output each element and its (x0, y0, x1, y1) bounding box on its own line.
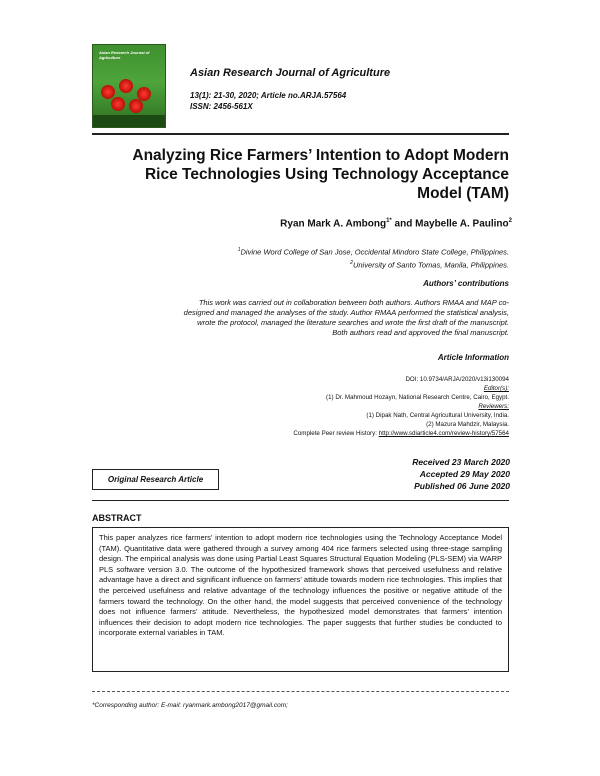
title-line: Rice Technologies Using Technology Acceptance (144, 166, 509, 183)
corresponding-author-footnote: *Corresponding author: E-mail: ryanmark.ambong2017@gmail.com; (92, 702, 288, 709)
abstract-heading: ABSTRACT (92, 513, 142, 523)
peer-review-link[interactable]: http://www.sdiarticle4.com/review-history/57564 (378, 430, 509, 437)
affiliation-text: Divine Word College of San Jose, Occidental Mindoro State College, Philippines. (240, 247, 509, 257)
publication-dates (300, 456, 510, 492)
contributions-text (92, 298, 509, 338)
author-name: Ryan Mark A. Ambong (280, 218, 387, 230)
received-date: Received 23 March 2020 (412, 457, 510, 467)
reviewers-label: Reviewers: (478, 403, 509, 410)
peer-review-history (92, 429, 509, 438)
affiliation (92, 258, 509, 271)
affiliation (92, 245, 509, 258)
reviewer-name: (2) Mazura Mahdzir, Malaysia. (426, 421, 509, 428)
cover-band (93, 115, 165, 127)
author-list (92, 218, 512, 229)
reviewer-name: (1) Dipak Nath, Central Agricultural University, India. (366, 412, 509, 419)
affiliation-sup: 1 (237, 247, 241, 253)
affiliation-text: University of Santo Tomas, Manila, Philippines. (352, 260, 509, 269)
paper-title (92, 146, 509, 203)
abstract-text: This paper analyzes rice farmers’ intention to adopt modern rice technologies using the Technology Acceptance Model (TAM). Quantitative data were gathered through a survey among 404 rice farmers selected using three-stage sampling design. The empirical analysis was done using Partial Least Squares Structural Equation Modeling (PLS-SEM) via WARP PLS software version 3.0. The outcome of the hypothesized framework shows that perceived usefulness and relative advantage have a direct and significant influence on farmers’ attitude towards modern rice technologies. This implies that the perceived usefulness and relative advantage of the technology influences the positive or negative attitude of the farmers toward the technology. On the other hand, the model suggests that perceived convenience of the technology does not influence farmers’ attitude. Nevertheless, the hypothesized model demonstrates that farmers’ intention influences their decision to adopt modern rice technologies. The paper suggests that further studies be conducted to incorporate external variables in TAM. (92, 527, 509, 672)
journal-issn: ISSN: 2456-561X (190, 102, 253, 111)
flower-graphic (101, 85, 115, 99)
footnote-divider (92, 691, 509, 692)
accepted-date: Accepted 29 May 2020 (419, 469, 510, 479)
article-info (92, 375, 509, 438)
article-info-heading: Article Information (437, 353, 509, 362)
contributions-heading: Authors’ contributions (423, 279, 509, 288)
journal-citation (190, 90, 346, 112)
title-line: Analyzing Rice Farmers’ Intention to Adopt Modern (132, 147, 509, 164)
flower-graphic (119, 79, 133, 93)
editor-label: Editor(s): (483, 385, 509, 392)
journal-name: Asian Research Journal of Agriculture (190, 67, 391, 79)
header-divider (92, 133, 509, 135)
editor-name: (1) Dr. Mahmoud Hozayn, National Research Centre, Cairo, Egypt. (326, 394, 509, 401)
contributions-line: Both authors read and approved the final manuscript. (332, 328, 509, 337)
published-date: Published 06 June 2020 (414, 481, 510, 491)
journal-cover-image (92, 44, 166, 128)
title-line: Model (TAM) (417, 185, 509, 202)
contributions-line: wrote the protocol, managed the literature searches and wrote the first draft of the manuscript. (197, 318, 509, 327)
flower-graphic (111, 97, 125, 111)
flower-graphic (129, 99, 143, 113)
author-conjunction: and (391, 218, 416, 230)
article-type-box: Original Research Article (92, 469, 219, 490)
journal-issue: 13(1): 21-30, 2020; Article no.ARJA.57564 (190, 91, 347, 100)
peer-review-label: Complete Peer review History: (293, 430, 379, 437)
contributions-line: designed and managed the analyses of the study. Author RMAA performed the statistical analysis, (183, 308, 509, 317)
section-divider (92, 500, 509, 501)
cover-title: Asian Research Journal of Agriculture (99, 50, 150, 60)
author-name: Maybelle A. Paulino (415, 218, 509, 230)
author-sup: 2 (508, 218, 512, 224)
affiliations (92, 245, 509, 270)
doi: DOI: 10.9734/ARJA/2020/v13i130094 (405, 376, 509, 383)
affiliation-sup: 2 (350, 259, 353, 266)
author-sup: 1* (386, 218, 392, 224)
contributions-line: This work was carried out in collaboration between both authors. Authors RMAA and MAP co- (198, 298, 509, 307)
